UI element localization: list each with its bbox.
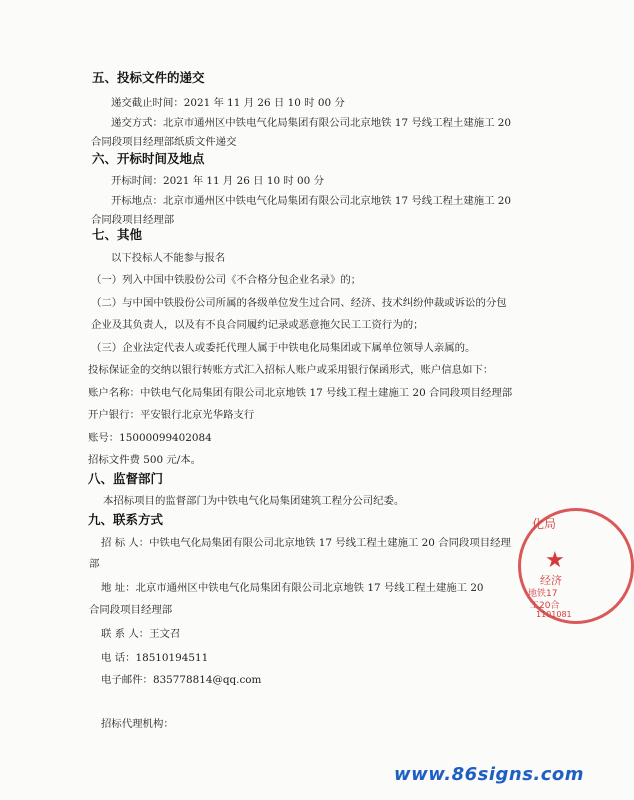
contact-email: 电子邮件：835778814@qq.com	[101, 674, 262, 686]
restriction-item-3: （三）企业法定代表人或委托代理人属于中铁电化局集团或下属单位领导人亲属的。	[91, 342, 476, 354]
deposit-note: 投标保证金的交纳以银行转账方式汇入招标人账户或采用银行保函形式，账户信息如下：	[88, 364, 494, 376]
contact-phone: 电 话：18510194511	[101, 652, 209, 664]
submission-method-line-1: 递交方式：北京市通州区中铁电气化局集团有限公司北京地铁 17 号线工程土建施工 20	[111, 117, 512, 129]
restriction-item-1: （一）列入中国中铁股份公司《不合格分包企业名录》的；	[91, 274, 362, 286]
address-line-2: 合同段项目经理部	[89, 604, 173, 616]
seal-text-line-1: 地铁17	[528, 589, 558, 599]
seal-text-line-2: 工20合	[530, 601, 560, 611]
bank-name: 开户银行：平安银行北京光华路支行	[88, 409, 255, 421]
tenderer-line-2: 部	[89, 558, 100, 570]
contact-person: 联 系 人：王文召	[101, 628, 181, 640]
seal-text-top: 化局	[532, 517, 557, 531]
account-name: 账户名称：中铁电气化局集团有限公司北京地铁 17 号线工程土建施工 20 合同段项目经理部	[88, 387, 513, 399]
submission-method-line-2: 合同段项目经理部纸质文件递交	[91, 136, 237, 148]
site-watermark: www.86signs.com	[394, 764, 585, 785]
restriction-intro: 以下投标人不能参与报名	[111, 252, 226, 264]
address-line-1: 地 址：北京市通州区中铁电气化局集团有限公司北京地铁 17 号线工程土建施工 20	[101, 582, 484, 594]
document-fee: 招标文件费 500 元/本。	[88, 454, 202, 466]
section-8-heading: 八、监督部门	[88, 471, 164, 486]
account-number: 账号：15000099402084	[88, 432, 212, 444]
supervision-text: 本招标项目的监督部门为中铁电气化局集团建筑工程分公司纪委。	[103, 495, 405, 507]
opening-place-line-2: 合同段项目经理部	[91, 214, 175, 226]
tenderer-line-1: 招 标 人：中铁电气化局集团有限公司北京地铁 17 号线工程土建施工 20 合同段项目经理	[101, 537, 511, 549]
section-5-heading: 五、投标文件的递交	[92, 70, 205, 85]
seal-text-mid: 经济	[540, 574, 562, 587]
seal-star-icon: ★	[545, 548, 565, 573]
section-9-heading: 九、联系方式	[88, 512, 164, 527]
restriction-item-2-line-1: （二）与中国中铁股份公司所属的各级单位发生过合同、经济、技术纠纷仲裁或诉讼的分包	[91, 297, 507, 309]
tender-agency: 招标代理机构：	[101, 718, 174, 730]
seal-number: 1101081	[536, 610, 572, 619]
opening-time: 开标时间：2021 年 11 月 26 日 10 时 00 分	[111, 175, 324, 187]
section-6-heading: 六、开标时间及地点	[92, 151, 205, 166]
submission-deadline: 递交截止时间：2021 年 11 月 26 日 10 时 00 分	[111, 97, 345, 109]
opening-place-line-1: 开标地点：北京市通州区中铁电气化局集团有限公司北京地铁 17 号线工程土建施工 20	[111, 195, 512, 207]
section-7-heading: 七、其他	[92, 227, 143, 242]
restriction-item-2-line-2: 企业及其负责人，以及有不良合同履约记录或恶意拖欠民工工资行为的；	[91, 319, 424, 331]
